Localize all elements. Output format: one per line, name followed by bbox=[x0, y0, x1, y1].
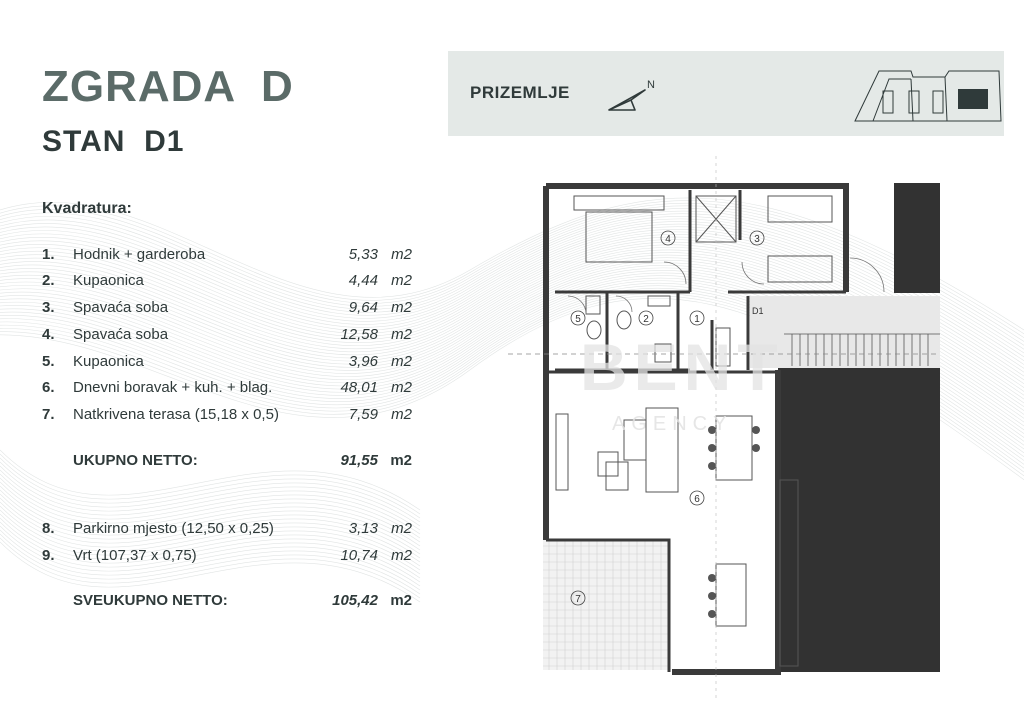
area-num: 6. bbox=[42, 379, 55, 396]
area-unit: m2 bbox=[391, 299, 412, 316]
area-unit: m2 bbox=[391, 547, 412, 564]
net-total-value: 91,55 bbox=[340, 452, 378, 469]
area-unit: m2 bbox=[391, 246, 412, 263]
area-unit: m2 bbox=[391, 379, 412, 396]
room-number-7: 7 bbox=[575, 594, 581, 605]
room-number-2: 2 bbox=[643, 314, 649, 325]
grand-total bbox=[73, 592, 412, 609]
area-row bbox=[42, 406, 412, 426]
area-value: 48,01 bbox=[340, 379, 378, 396]
area-name: Kupaonica bbox=[73, 272, 144, 289]
area-num: 1. bbox=[42, 246, 55, 263]
section-tag-d1: D1 bbox=[752, 306, 764, 316]
room-number-5: 5 bbox=[575, 314, 581, 325]
area-name: Hodnik + garderoba bbox=[73, 246, 206, 263]
area-value: 5,33 bbox=[348, 246, 378, 263]
area-name: Spavaća soba bbox=[73, 326, 169, 343]
area-name: Parkirno mjesto (12,50 x 0,25) bbox=[73, 520, 274, 537]
room-number-6: 6 bbox=[694, 494, 700, 505]
area-num: 2. bbox=[42, 272, 55, 289]
building-title: ZGRADA D bbox=[42, 62, 294, 111]
area-name: Vrt (107,37 x 0,75) bbox=[73, 547, 197, 564]
net-total bbox=[73, 452, 412, 469]
grand-total-value: 105,42 bbox=[332, 592, 378, 609]
room-number-4: 4 bbox=[665, 234, 671, 245]
area-unit: m2 bbox=[391, 326, 412, 343]
area-value: 3,96 bbox=[348, 353, 378, 370]
area-num: 7. bbox=[42, 406, 55, 423]
grand-total-unit: m2 bbox=[390, 592, 412, 609]
area-row bbox=[42, 379, 412, 399]
bedroom-furniture bbox=[574, 196, 832, 282]
area-num: 3. bbox=[42, 299, 55, 316]
room-number-1: 1 bbox=[694, 314, 700, 325]
area-value: 12,58 bbox=[340, 326, 378, 343]
watermark-brand: BENT bbox=[580, 330, 784, 404]
area-value: 4,44 bbox=[348, 272, 378, 289]
areas-heading: Kvadratura: bbox=[42, 200, 132, 217]
net-total-label: UKUPNO NETTO: bbox=[73, 452, 198, 469]
level-header bbox=[448, 51, 1004, 136]
area-row bbox=[42, 272, 412, 292]
area-row bbox=[42, 299, 412, 319]
area-num: 5. bbox=[42, 353, 55, 370]
area-name: Kupaonica bbox=[73, 353, 144, 370]
area-value: 10,74 bbox=[340, 547, 378, 564]
area-num: 9. bbox=[42, 547, 55, 564]
grand-total-label: SVEUKUPNO NETTO: bbox=[73, 592, 228, 609]
net-total-unit: m2 bbox=[390, 452, 412, 469]
area-name: Spavaća soba bbox=[73, 299, 169, 316]
unit-title: STAN D1 bbox=[42, 125, 185, 158]
area-unit: m2 bbox=[391, 353, 412, 370]
area-unit: m2 bbox=[391, 272, 412, 289]
watermark-sub: AGENCY bbox=[612, 413, 733, 435]
area-row bbox=[42, 326, 412, 346]
neighbor-wall-block bbox=[894, 183, 940, 293]
room-number-3: 3 bbox=[754, 234, 760, 245]
area-value: 9,64 bbox=[348, 299, 378, 316]
area-row bbox=[42, 547, 412, 567]
area-row bbox=[42, 246, 412, 266]
area-num: 4. bbox=[42, 326, 55, 343]
north-arrow-icon bbox=[605, 76, 661, 116]
floor-plan bbox=[500, 150, 960, 710]
neighbor-unit-block bbox=[778, 368, 940, 672]
building-key-plan bbox=[853, 63, 1003, 125]
north-letter: N bbox=[647, 79, 655, 91]
area-row bbox=[42, 353, 412, 373]
terrace-hatch bbox=[543, 540, 669, 670]
level-label: PRIZEMLJE bbox=[470, 83, 570, 102]
area-name: Dnevni boravak + kuh. + blag. bbox=[73, 379, 273, 396]
area-name: Natkrivena terasa (15,18 x 0,5) bbox=[73, 406, 279, 423]
area-unit: m2 bbox=[391, 406, 412, 423]
area-value: 7,59 bbox=[348, 406, 378, 423]
area-num: 8. bbox=[42, 520, 55, 537]
area-value: 3,13 bbox=[348, 520, 378, 537]
area-row bbox=[42, 520, 412, 540]
area-unit: m2 bbox=[391, 520, 412, 537]
